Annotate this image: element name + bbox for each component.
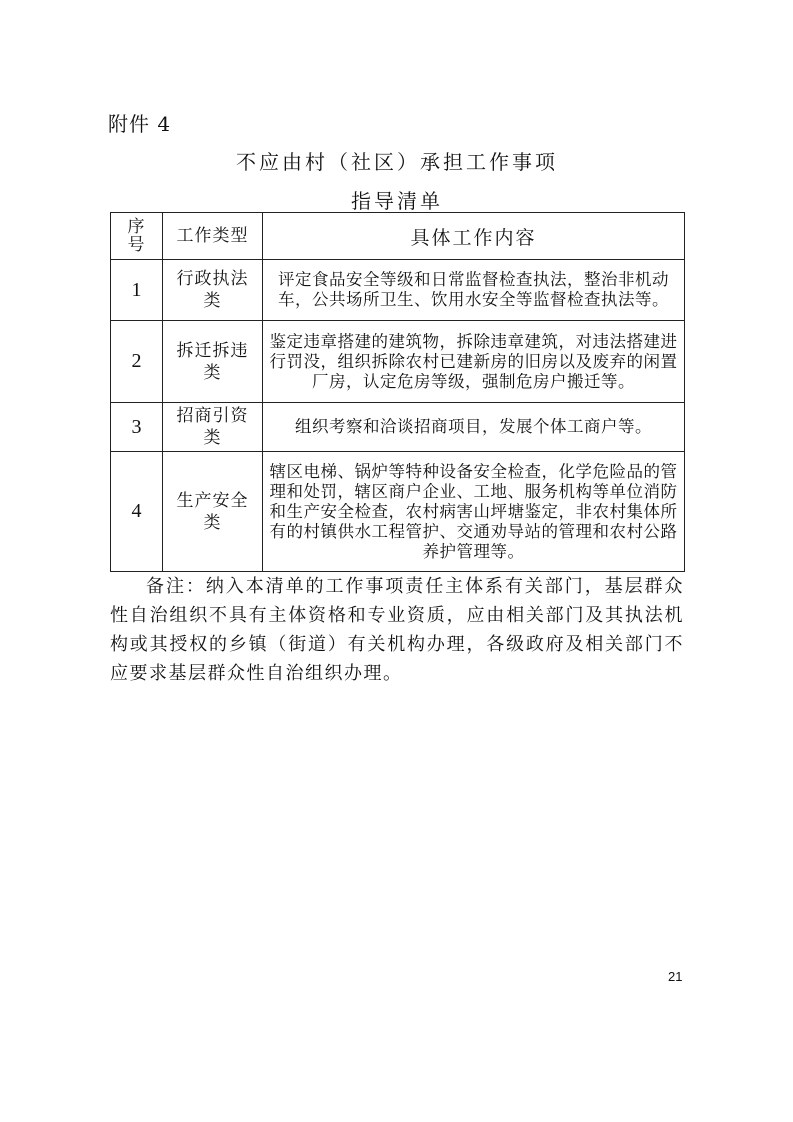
row-type: 生产安全类 [163, 452, 263, 572]
row-number: 3 [111, 403, 163, 452]
row-content: 评定食品安全等级和日常监督检查执法，整治非机动车，公共场所卫生、饮用水安全等监督检查执法等。 [263, 260, 685, 321]
header-type: 工作类型 [163, 213, 263, 260]
row-type: 拆迁拆违类 [163, 321, 263, 403]
guidance-list-table [110, 212, 685, 572]
row-content: 辖区电梯、锅炉等特种设备安全检查，化学危险品的管理和处罚，辖区商户企业、工地、服务机构等单位消防和生产安全检查，农村病害山坪塘鉴定，非农村集体所有的村镇供水工程管护、交通劝导站的管理和农村公路养护管理等。 [263, 452, 685, 572]
row-number: 1 [111, 260, 163, 321]
table-row [111, 260, 685, 321]
table-header-row [111, 213, 685, 260]
table-row [111, 452, 685, 572]
row-type: 行政执法类 [163, 260, 263, 321]
table-row [111, 403, 685, 452]
header-content: 具体工作内容 [263, 213, 685, 260]
row-number: 4 [111, 452, 163, 572]
remarks-note: 备注：纳入本清单的工作事项责任主体系有关部门，基层群众性自治组织不具有主体资格和专业资质，应由相关部门及其执法机构或其授权的乡镇（街道）有关机构办理，各级政府及相关部门不应要求基层群众性自治组织办理。 [110, 576, 684, 684]
page-number: 21 [668, 969, 683, 984]
table-row [111, 321, 685, 403]
attachment-label: 附件 4 [108, 112, 172, 136]
row-type: 招商引资类 [163, 403, 263, 452]
row-number: 2 [111, 321, 163, 403]
document-subtitle: 指导清单 [351, 189, 443, 213]
row-content: 鉴定违章搭建的建筑物，拆除违章建筑，对违法搭建进行罚没，组织拆除农村已建新房的旧房以及废弃的闲置厂房，认定危房等级，强制危房户搬迁等。 [263, 321, 685, 403]
row-content: 组织考察和洽谈招商项目，发展个体工商户等。 [263, 403, 685, 452]
header-number: 序号 [111, 213, 163, 260]
document-title: 不应由村（社区）承担工作事项 [236, 150, 558, 174]
